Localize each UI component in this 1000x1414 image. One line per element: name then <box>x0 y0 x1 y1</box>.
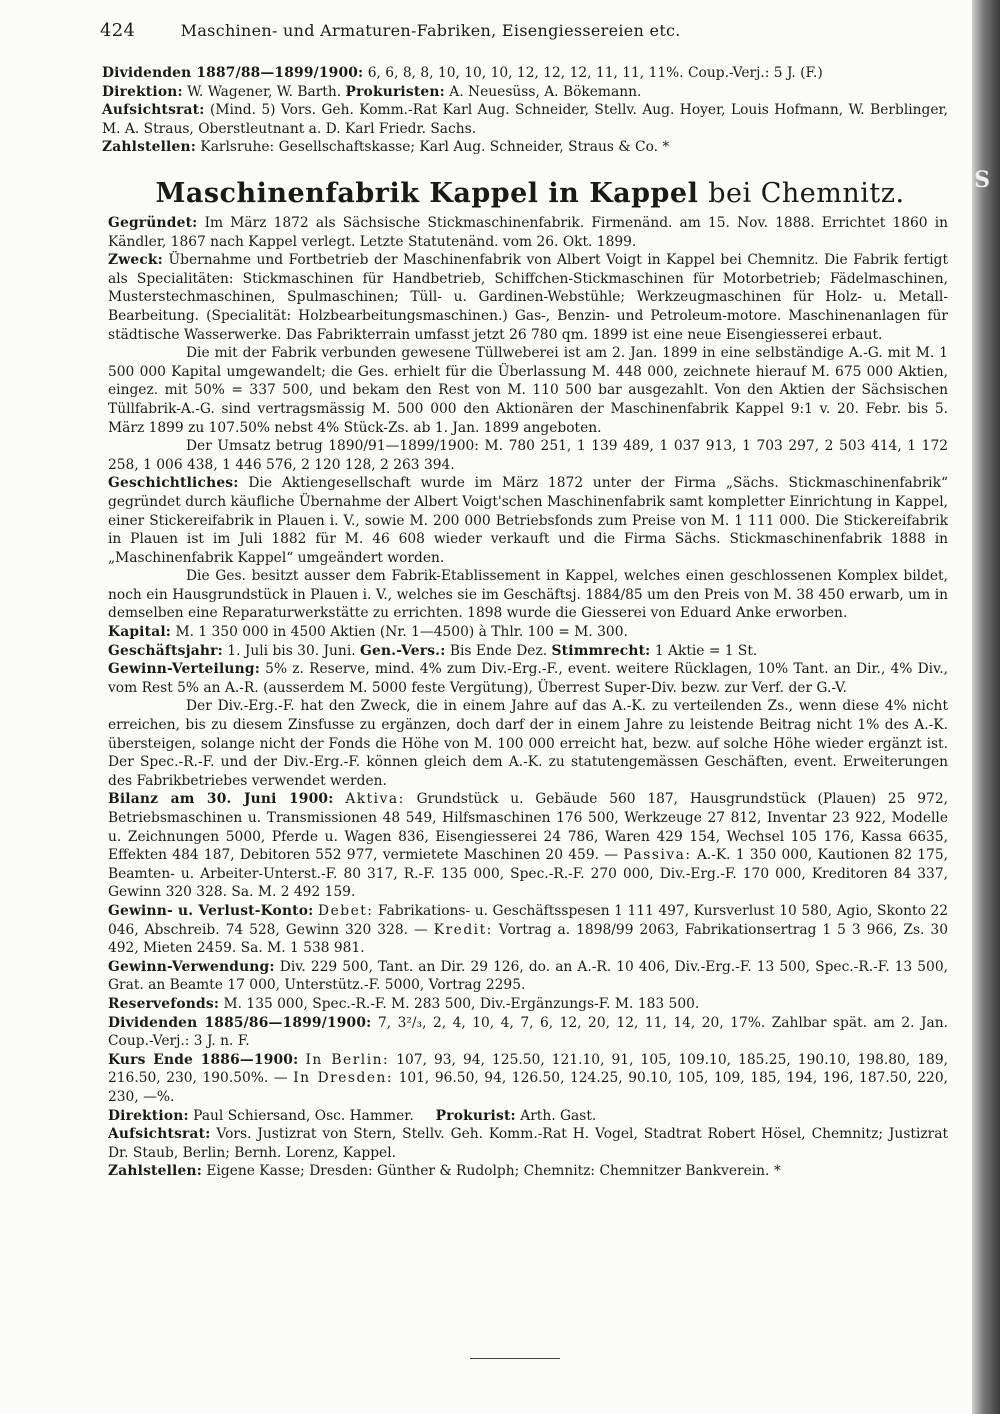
value: Die Aktiengesellschaft wurde im März 1872 unter der Firma „Sächs. Stickmaschinenfabrik“ gegründet durch käufliche Übernahme der Albert Voigt'schen Maschinenfabrik samt kompletter Einrichtung in Kappel, einer Stickereifabrik in Plauen i. V., sowie M. 200 000 Betriebsfonds zum Preise von M. 1 111 000. Die Stickereifabrik in Plauen ist im Juli 1882 für M. 46 608 wieder verkauft und die Firma Sächs. Stickmaschinenfabrik 1888 in „Maschinenfabrik Kappel“ umgeändert worden. <box>108 475 948 566</box>
value: 107, 93, 94, 125.50, 121.10, 91, 105, 109.10, 185.25, 190.10, 198.80, 189, 216.50, 230, 190.50%. — <box>108 1051 948 1087</box>
value: Eigene Kasse; Dresden: Günther & Rudolph; Chemnitz: Chemnitzer Bankverein. * <box>206 1163 781 1180</box>
running-title: Maschinen- und Armaturen-Fabriken, Eisengiessereien etc. <box>180 21 681 40</box>
debet-label: Debet: <box>318 902 374 919</box>
value: Div. 229 500, Tant. an Dir. 29 126, do. an A.-R. 10 406, Div.-Erg.-F. 13 500, Spec.-R.-F. 13 500, Grat. an Beamte 17 000, Unterstütz.-F. 5000, Vortrag 2295. <box>108 958 948 994</box>
label: Reservefonds: <box>108 995 220 1012</box>
label: Aufsichtsrat: <box>108 1126 211 1143</box>
kapital-section <box>108 623 948 642</box>
guv-section <box>108 902 948 958</box>
value: Vors. Justizrat von Stern, Stellv. Geh. Komm.-Rat H. Vogel, Stadtrat Robert Hösel, Chemnitz; Justizrat Dr. Staub, Berlin; Bernh. Lorenz, Kappel. <box>108 1126 948 1161</box>
label: Direktion: <box>108 1107 189 1124</box>
end-rule <box>470 1358 560 1359</box>
value: A. Neuesüss, A. Bökemann. <box>449 83 642 100</box>
value: Karlsruhe: Gesellschaftskasse; Karl Aug. Schneider, Straus & Co. * <box>200 139 670 156</box>
aktiva-label: Aktiva: <box>345 791 405 808</box>
running-head <box>100 20 960 41</box>
value: 101, 96.50, 94, 126.50, 124.25, 90.10, 105, 109, 185, 194, 196, 187.50, 220, 230, —%. <box>108 1070 948 1105</box>
label: Kurs Ende 1886—1900: <box>108 1051 299 1068</box>
label: Stimmrecht: <box>551 642 651 659</box>
value: (Mind. 5) Vors. Geh. Komm.-Rat Karl Aug. Schneider, Stellv. Aug. Hoyer, Louis Hofmann, W. Berblinger, M. A. Straus, Oberstleutnant a. D. Karl Friedr. Sachs. <box>102 102 948 137</box>
value: W. Wagener, W. Barth. <box>187 83 342 100</box>
zweck-paragraph-2: Die mit der Fabrik verbunden gewesene Tüllweberei ist am 2. Jan. 1899 in eine selbständige A.-G. mit M. 1 500 000 Kapital umgewandelt; die Ges. erhielt für die Überlassung M. 448 000, zeichnete hierauf M. 675 000 Aktien, eingez. mit 50% = 337 500, und bekam den Rest von M. 110 500 bar ausgezahlt. Von den Aktien der Sächsischen Tüllfabrik-A.-G. sind vertragsmässig M. 500 000 den Aktionären der Maschinenfabrik Kappel 9:1 v. 20. Febr. bis 5. März 1899 zu 107.50% nebst 4% Stück-Zs. ab 1. Jan. 1899 angeboten. <box>108 345 948 436</box>
passiva-label: Passiva: <box>623 847 692 864</box>
page-edge-shadow <box>972 0 1000 1414</box>
direktion-section <box>108 1107 948 1126</box>
label: Zahlstellen: <box>108 1163 202 1180</box>
value: Übernahme und Fortbetrieb der Maschinenfabrik von Albert Voigt in Kappel bei Chemnitz. Die Fabrik fertigt als Specialitäten: Stickmaschinen für Handbetrieb, Schiffchen-Stickmaschinen für Motorbetrieb; Fädelmaschinen, Musterstechmaschinen, Spulmaschinen; Tüll- u. Gardinen-Webstühle; Werkzeugmaschinen für Holz- u. Metall-Bearbeitung. (Specialität: Holzbearbeitungsmaschinen.) Gas-, Benzin- und Petroleum-motore. Maschinenanlagen für städtische Wasserwerke. Das Fabrikterrain umfasst jetzt 26 780 qm. 1899 ist eine neue Eisengiesserei erbaut. <box>108 252 948 343</box>
label: Prokurist: <box>435 1107 516 1124</box>
company-entry <box>108 214 948 1181</box>
label: Geschichtliches: <box>108 475 239 492</box>
company-title-location: bei Chemnitz. <box>708 178 905 209</box>
label: Gewinn-Verteilung: <box>108 661 260 678</box>
berlin-label: In Berlin: <box>305 1051 390 1068</box>
label: Gewinn- u. Verlust-Konto: <box>108 902 314 919</box>
label: Kapital: <box>108 624 172 641</box>
value: 1 Aktie = 1 St. <box>654 642 758 659</box>
value: 1. Juli bis 30. Juni. <box>227 642 356 659</box>
value: A.-K. 1 350 000, Kautionen 82 175, Beamten- u. Arbeiter-Unterst.-F. 80 317, R.-F. 135 000, Spec.-R.-F. 270 000, Div.-Erg.-F. 170 000, Kreditoren 84 337, Gewinn 320 328. Sa. M. 2 492 159. <box>108 847 949 901</box>
value: Fabrikations- u. Geschäftsspesen 1 111 497, Kursverlust 10 580, Agio, Skonto 22 046, Abschreib. 74 528, Gewinn 320 328. — <box>108 902 949 938</box>
previous-entry-tail <box>102 64 948 157</box>
page-number: 424 <box>100 20 136 41</box>
value: Arth. Gast. <box>520 1107 597 1124</box>
edge-mark: S <box>974 167 990 193</box>
label: Aufsichtsrat: <box>102 102 205 119</box>
value: Grundstück u. Gebäude 560 187, Hausgrundstück (Plauen) 25 972, Betriebsmaschinen u. Transmissionen 48 549, Hilfsmaschinen 176 500, Werkzeuge 27 812, Inventar 23 922, Modelle u. Zeichnungen 5000, Pferde u. Wagen 836, Eisengiesserei 24 786, Waren 429 154, Wechsel 105 176, Kassa 6635, Effekten 484 187, Debitoren 552 977, vermietete Maschinen 20 459. — <box>108 791 949 864</box>
value: 7, 3²/₃, 2, 4, 10, 4, 7, 6, 12, 20, 12, 11, 14, 20, 17%. Zahlbar spät. am 2. Jan. Coup.-Verj.: 3 J. n. F. <box>108 1014 948 1050</box>
gegruendet-section <box>108 214 948 251</box>
value: Im März 1872 als Sächsische Stickmaschinenfabrik. Firmenänd. am 15. Nov. 1888. Errichtet 1860 in Kändler, 1867 nach Kappel verlegt. Letzte Statutenänd. vom 26. Okt. 1899. <box>108 215 948 250</box>
bilanz-section <box>108 790 948 902</box>
gewinn-verwendung-section <box>108 958 948 995</box>
aufsichtsrat-section <box>108 1125 948 1162</box>
label: Prokuristen: <box>345 83 445 100</box>
label: Dividenden 1885/86—1899/1900: <box>108 1014 372 1031</box>
dividenden-section <box>108 1014 948 1051</box>
geschaeftsjahr-section <box>108 642 948 661</box>
prev-aufsichtsrat <box>102 101 948 138</box>
value: Bis Ende Dez. <box>449 642 548 659</box>
label: Bilanz am 30. Juni 1900: <box>108 791 334 808</box>
value: Vortrag a. 1898/99 2063, Fabrikationsertrag 1 5 3 966, Zs. 30 492, Mieten 2459. Sa. M. 1 538 981. <box>108 921 948 957</box>
label: Direktion: <box>102 83 183 100</box>
zahlstellen-section <box>108 1162 948 1181</box>
prev-zahlstellen <box>102 138 948 157</box>
label: Gegründet: <box>108 215 198 231</box>
prev-dividenden <box>102 64 948 83</box>
label: Dividenden 1887/88—1899/1900: <box>102 65 364 81</box>
kredit-label: Kredit: <box>433 921 493 938</box>
company-title-main: Maschinenfabrik Kappel in Kappel <box>155 178 699 209</box>
label: Zahlstellen: <box>102 139 196 156</box>
geschichtliches-section <box>108 474 948 567</box>
value: M. 135 000, Spec.-R.-F. M. 283 500, Div.-Ergänzungs-F. M. 183 500. <box>223 995 700 1012</box>
label: Geschäftsjahr: <box>108 642 223 659</box>
value: 6, 6, 8, 8, 10, 10, 10, 12, 12, 12, 11, 11, 11%. Coup.-Verj.: 5 J. (F.) <box>367 65 823 81</box>
reservefonds-section <box>108 995 948 1014</box>
gewinn-verteilung-paragraph-2: Der Div.-Erg.-F. hat den Zweck, die in einem Jahre auf das A.-K. zu verteilenden Zs., wenn diese 4% nicht erreichen, bis zu diesem Zinsfusse zu ergänzen, doch darf der in einem Jahre zu leistende Beitrag nicht 1% des A.-K. übersteigen, solange nicht der Fonds die Höhe von M. 100 000 erreicht hat, bezw. auf solche Höhe wieder ergänzt ist. Der Spec.-R.-F. und der Div.-Erg.-F. können gleich dem A.-K. zu statutengemässen Geschäften, event. Erweiterungen des Fabrikbetriebes verwendet werden. <box>108 698 948 789</box>
prev-direktion <box>102 83 948 102</box>
umsatz-paragraph: Der Umsatz betrug 1890/91—1899/1900: M. 780 251, 1 139 489, 1 037 913, 1 703 297, 2 503 414, 1 172 258, 1 006 438, 1 446 576, 2 120 128, 2 263 394. <box>108 438 948 473</box>
label: Gewinn-Verwendung: <box>108 958 275 975</box>
value: M. 1 350 000 in 4500 Aktien (Nr. 1—4500) à Thlr. 100 = M. 300. <box>175 624 628 641</box>
dresden-label: In Dresden: <box>293 1070 394 1087</box>
value: 5% z. Reserve, mind. 4% zum Div.-Erg.-F., event. weitere Rücklagen, 10% Tant. an Dir., 4% Div., vom Rest 5% an A.-R. (ausserdem M. 5000 feste Vergütung), Überrest Super-Div. bezw. zur Verf. der G.-V. <box>108 661 948 696</box>
geschichtliches-paragraph-2: Die Ges. besitzt ausser dem Fabrik-Etablissement in Kappel, welches einen geschlossenen Komplex bildet, noch ein Hausgrundstück in Plauen i. V., welches sie im Geschäftsj. 1884/85 um den Preis von M. 38 450 erwarb, um in demselben eine Reparaturwerkstätte zu errichten. 1898 wurde die Giesserei von Eduard Anke erworben. <box>108 568 948 622</box>
zweck-section <box>108 251 948 344</box>
company-title <box>100 178 960 209</box>
label: Zweck: <box>108 252 163 269</box>
label: Gen.-Vers.: <box>360 642 446 659</box>
gewinn-verteilung-section <box>108 660 948 697</box>
kurs-section <box>108 1051 948 1107</box>
value: Paul Schiersand, Osc. Hammer. <box>193 1107 414 1124</box>
